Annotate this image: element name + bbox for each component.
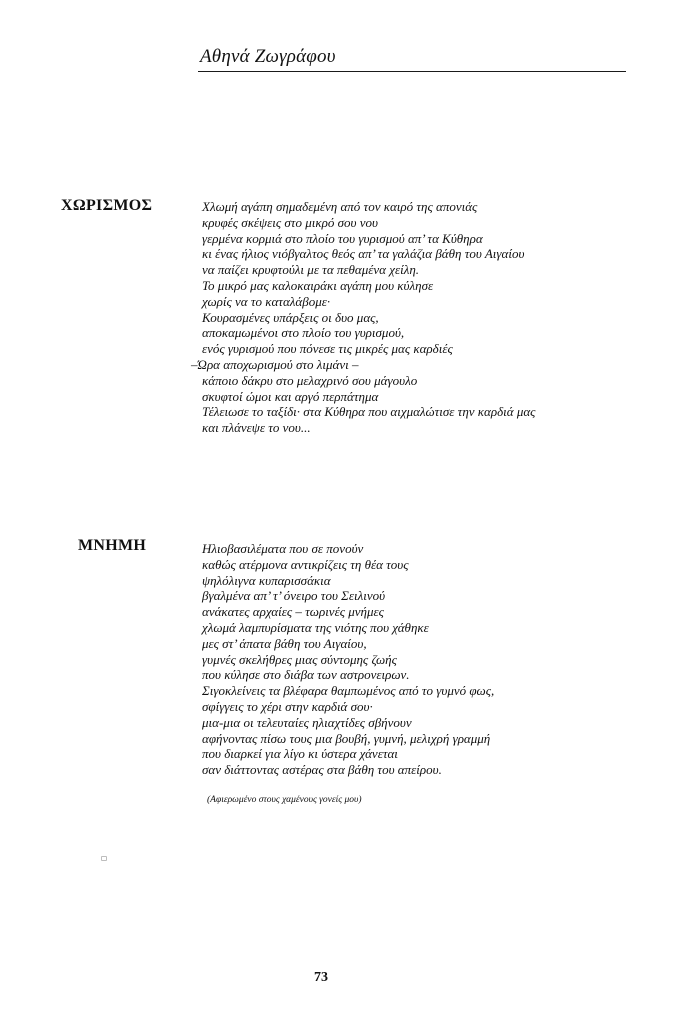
poem-line: κρυφές σκέψεις στο μικρό σου νου xyxy=(202,214,378,230)
poem-line: Τέλειωσε το ταξίδι· στα Κύθηρα που αιχμαλώτισε την καρδιά μας xyxy=(202,404,536,420)
poem-line: Το μικρό μας καλοκαιράκι αγάπη μου κύλησε xyxy=(202,277,434,293)
poem-line: σκυφτοί ώμοι και αργό περπάτημα xyxy=(202,388,379,404)
poem-line: Ηλιοβασιλέματα που σε πονούν xyxy=(202,541,364,556)
poem-line: αποκαμωμένοι στο πλοίο του γυρισμού, xyxy=(202,325,405,341)
poem-line: μια-μια οι τελευταίες ηλιαχτίδες σβήνουν xyxy=(202,714,412,730)
poem-line: και πλάνεψε το νου... xyxy=(202,420,311,436)
scan-mark xyxy=(101,856,107,861)
poem-line: κι ένας ήλιος νιόβγαλτος θεός απ’ τα γαλάζια βάθη του Αιγαίου xyxy=(202,246,525,262)
poem-line: γυμνές σκελήθρες μιας σύντομης ζωής xyxy=(202,651,397,667)
poem-title-chorismos: ΧΩΡΙΣΜΟΣ xyxy=(61,197,153,214)
poem-line: βγαλμένα απ’ τ’ όνειρο του Σειλινού xyxy=(202,588,386,604)
poem-body-chorismos xyxy=(191,199,536,436)
poem-line: –Ώρα αποχωρισμού στο λιμάνι – xyxy=(191,356,359,372)
poem-line: χλωμά λαμπυρίσματα της νιότης που χάθηκε xyxy=(202,619,429,635)
poem-line: Χλωμή αγάπη σημαδεμένη από τον καιρό της απονιάς xyxy=(202,199,478,214)
poem-line: να παίζει κρυφτούλι με τα πεθαμένα χείλη. xyxy=(202,262,420,278)
dedication: (Αφιερωμένο στους χαμένους γονείς μου) xyxy=(207,795,362,805)
poem-line: κάποιο δάκρυ στο μελαχρινό σου μάγουλο xyxy=(202,372,418,388)
poem-line: αφήνοντας πίσω τους μια βουβή, γυμνή, μελιχρή γραμμή xyxy=(202,730,491,746)
poem-line: μες στ’ άπατα βάθη του Αιγαίου, xyxy=(202,635,367,651)
poem-line: καθώς ατέρμονα αντικρίζεις τη θέα τους xyxy=(202,556,409,572)
header-rule xyxy=(198,71,626,72)
poem-line: σφίγγεις το χέρι στην καρδιά σου· xyxy=(202,698,373,714)
page-number: 73 xyxy=(314,970,328,985)
poem-line: χωρίς να το καταλάβομε· xyxy=(202,293,331,309)
poem-line: γερμένα κορμιά στο πλοίο του γυρισμού απ’ τα Κύθηρα xyxy=(202,230,483,246)
poem-title-mnimi: ΜΝΗΜΗ xyxy=(78,537,147,554)
author-header: Αθηνά Ζωγράφου xyxy=(200,46,336,67)
poem-line: που κύλησε στο διάβα των αστρονειρων. xyxy=(202,667,410,683)
poem-line: σαν διάττοντας αστέρας στα βάθη του απείρου. xyxy=(202,762,442,778)
poem-line: Κουρασμένες υπάρξεις οι δυο μας, xyxy=(202,309,379,325)
poem-body-mnimi xyxy=(202,541,494,778)
poem-line: ψηλόλιγνα κυπαρισσάκια xyxy=(202,572,331,588)
poem-line: ενός γυρισμού που πόνεσε τις μικρές μας καρδιές xyxy=(202,341,453,357)
poem-line: που διαρκεί για λίγο κι ύστερα χάνεται xyxy=(202,746,398,762)
poem-line: Σιγοκλείνεις τα βλέφαρα θαμπωμένος από το γυμνό φως, xyxy=(202,683,495,699)
poem-line: ανάκατες αρχαίες – τωρινές μνήμες xyxy=(202,604,384,620)
